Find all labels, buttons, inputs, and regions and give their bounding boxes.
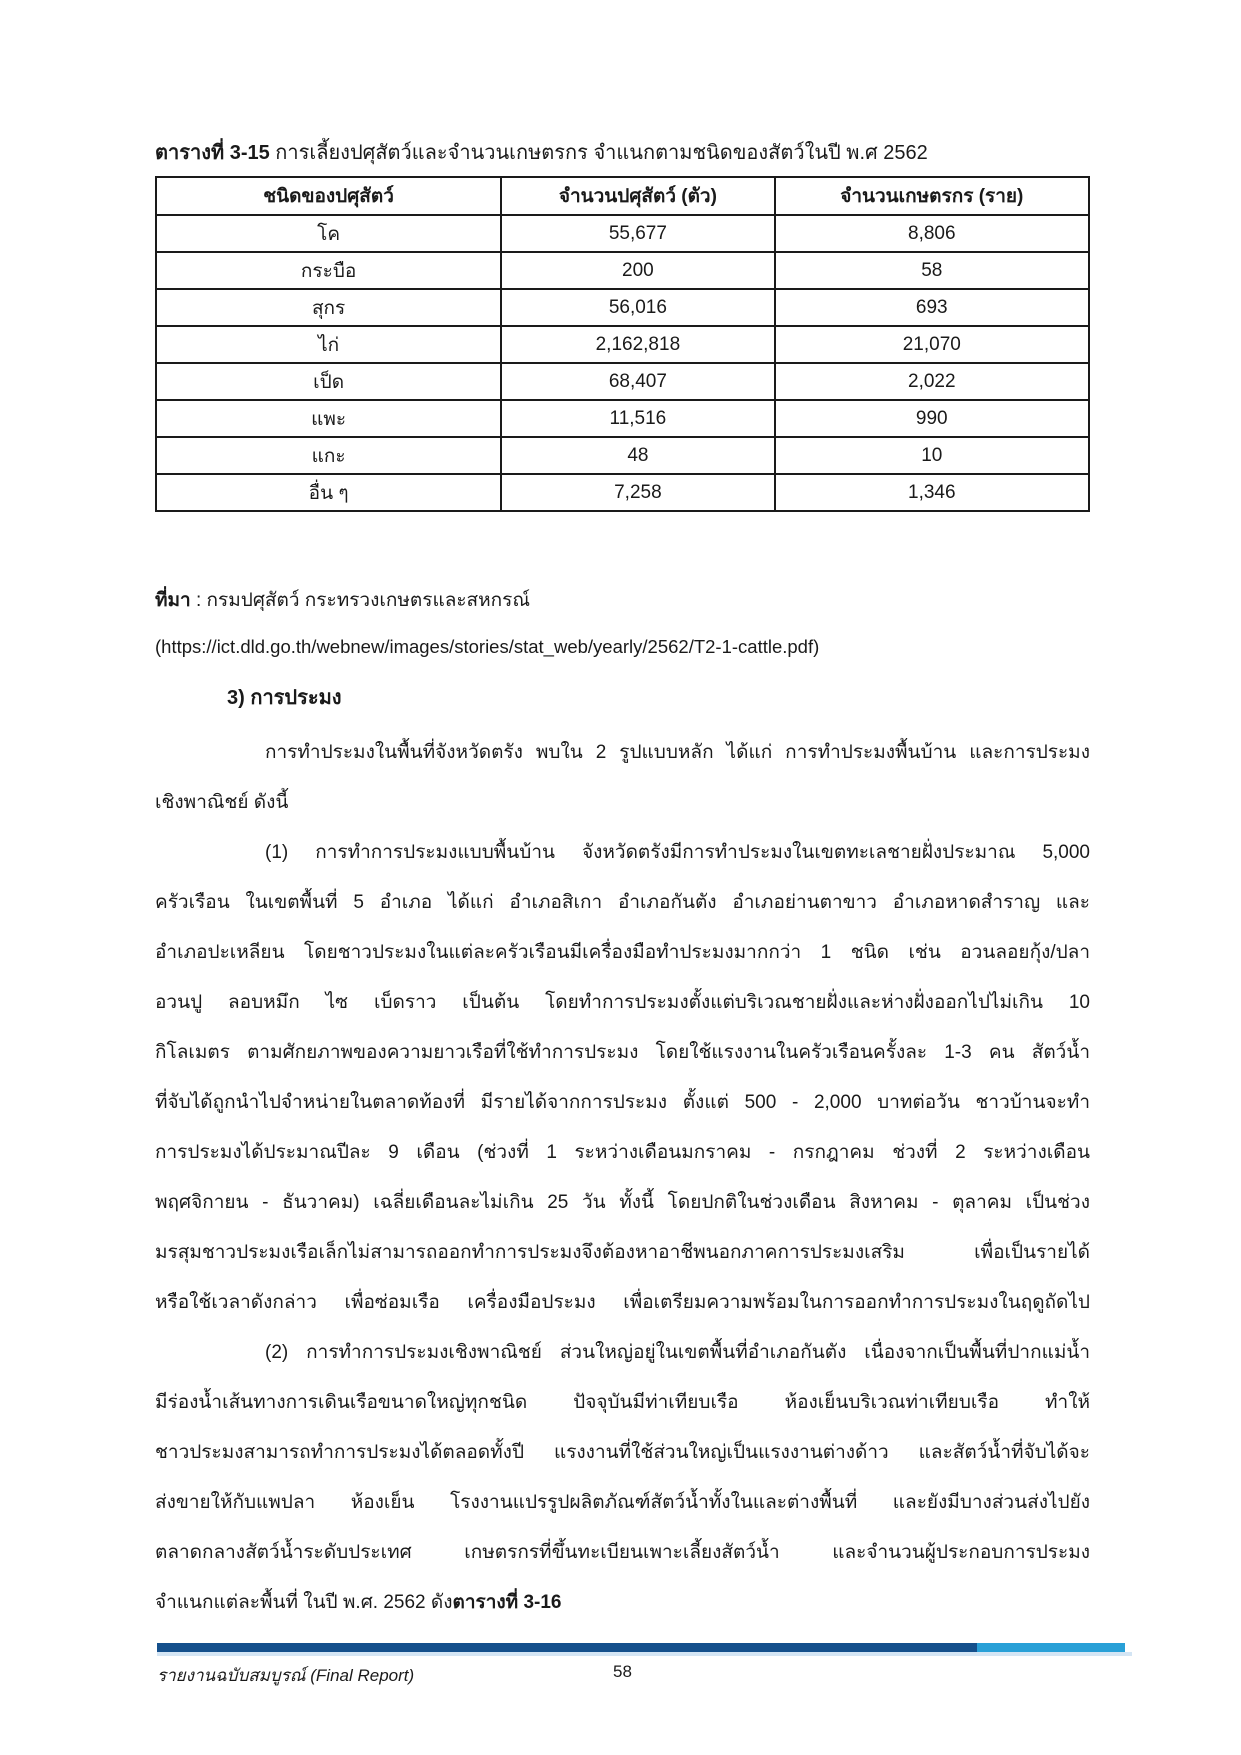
body-line: ส่งขายให้กับแพปลา ห้องเย็น โรงงานแปรรูปผลิตภัณฑ์สัตว์น้ำทั้งในและต่างพื้นที่ และยังมีบางส่วนส่งไปยัง	[155, 1492, 1090, 1513]
body-line: มรสุมชาวประมงเรือเล็กไม่สามารถออกทำการประมงจึงต้องหาอาชีพนอกภาคการประมงเสริม เพื่อเป็นรายได้	[155, 1242, 1090, 1263]
body-line: กิโลเมตร ตามศักยภาพของความยาวเรือที่ใช้ทำการประมง โดยใช้แรงงานในครัวเรือนครั้งละ 1-3 คน สัตว์น้ำ	[155, 1042, 1090, 1063]
cell-farmer-count: 2,022	[775, 363, 1089, 400]
table-caption-number: ตารางที่ 3-15	[155, 142, 270, 164]
body-line: เชิงพาณิชย์ ดังนี้	[155, 792, 289, 813]
col-header-farmer-count: จำนวนเกษตรกร (ราย)	[775, 177, 1089, 215]
table-row	[156, 400, 1089, 437]
cell-animal-type: เป็ด	[156, 363, 501, 400]
body-line: ที่จับได้ถูกนำไปจำหน่ายในตลาดท้องที่ มีรายได้จากการประมง ตั้งแต่ 500 - 2,000 บาทต่อวัน ชาวบ้านจะทำ	[155, 1092, 1090, 1113]
footer-bar-light	[977, 1643, 1125, 1652]
cell-animal-type: สุกร	[156, 289, 501, 326]
source-citation	[155, 585, 1090, 615]
cell-farmer-count: 693	[775, 289, 1089, 326]
body-line: ครัวเรือน ในเขตพื้นที่ 5 อำเภอ ได้แก่ อำเภอสิเกา อำเภอกันตัง อำเภอย่านตาขาว อำเภอหาดสำราญ และ	[155, 892, 1090, 913]
body-line: (2) การทำการประมงเชิงพาณิชย์ ส่วนใหญ่อยู่ในเขตพื้นที่อำเภอกันตัง เนื่องจากเป็นพื้นที่ปากแม่น้ำ	[265, 1342, 1090, 1363]
cell-animal-type: แกะ	[156, 437, 501, 474]
cell-farmer-count: 8,806	[775, 215, 1089, 252]
cell-livestock-count: 56,016	[501, 289, 774, 326]
cell-livestock-count: 68,407	[501, 363, 774, 400]
table-row	[156, 363, 1089, 400]
cell-animal-type: แพะ	[156, 400, 501, 437]
cell-animal-type: อื่น ๆ	[156, 474, 501, 511]
livestock-table	[155, 176, 1090, 512]
body-line: การทำประมงในพื้นที่จังหวัดตรัง พบใน 2 รูปแบบหลัก ได้แก่ การทำประมงพื้นบ้าน และการประมง	[265, 742, 1090, 763]
cell-farmer-count: 21,070	[775, 326, 1089, 363]
table-caption	[155, 136, 1115, 168]
body-line: อวนปู ลอบหมึก ไซ เบ็ดราว เป็นต้น โดยทำการประมงตั้งแต่บริเวณชายฝั่งและห่างฝั่งออกไปไม่เกิน 10	[155, 992, 1090, 1013]
body-last-line-text: จำแนกแต่ละพื้นที่ ในปี พ.ศ. 2562 ดัง	[155, 1592, 453, 1613]
cell-farmer-count: 990	[775, 400, 1089, 437]
body-line: ชาวประมงสามารถทำการประมงได้ตลอดทั้งปี แรงงานที่ใช้ส่วนใหญ่เป็นแรงงานต่างด้าว และสัตว์น้ำที่จับได้จะ	[155, 1442, 1090, 1463]
cell-animal-type: กระบือ	[156, 252, 501, 289]
col-header-animal-type: ชนิดของปศุสัตว์	[156, 177, 501, 215]
cell-livestock-count: 7,258	[501, 474, 774, 511]
section-heading-fisheries: 3) การประมง	[227, 687, 342, 709]
table-header-row	[156, 177, 1089, 215]
table-row	[156, 215, 1089, 252]
table-row	[156, 252, 1089, 289]
body-line: หรือใช้เวลาดังกล่าว เพื่อซ่อมเรือ เครื่องมือประมง เพื่อเตรียมความพร้อมในการออกทำการประมงในฤดูถัดไป	[155, 1292, 1090, 1313]
cell-farmer-count: 58	[775, 252, 1089, 289]
cell-farmer-count: 10	[775, 437, 1089, 474]
cell-livestock-count: 11,516	[501, 400, 774, 437]
body-line: มีร่องน้ำเส้นทางการเดินเรือขนาดใหญ่ทุกชนิด ปัจจุบันมีท่าเทียบเรือ ห้องเย็นบริเวณท่าเทียบเรือ ทำให้	[155, 1392, 1090, 1413]
table-caption-text: การเลี้ยงปศุสัตว์และจำนวนเกษตรกร จำแนกตามชนิดของสัตว์ในปี พ.ศ 2562	[269, 142, 928, 164]
cell-farmer-count: 1,346	[775, 474, 1089, 511]
body-line: พฤศจิกายน - ธันวาคม) เฉลี่ยเดือนละไม่เกิน 25 วัน ทั้งนี้ โดยปกติในช่วงเดือน สิงหาคม - ตุลาคม เป็นช่วง	[155, 1192, 1090, 1213]
body-paragraphs	[155, 728, 1090, 1628]
footer-report-title: รายงานฉบับสมบูรณ์ (Final Report)	[157, 1666, 415, 1685]
source-label: ที่มา	[155, 590, 191, 611]
table-reference: ตารางที่ 3-16	[452, 1592, 562, 1613]
body-line: การประมงได้ประมาณปีละ 9 เดือน (ช่วงที่ 1 ระหว่างเดือนมกราคม - กรกฎาคม ช่วงที่ 2 ระหว่างเดือน	[155, 1142, 1090, 1163]
source-text: : กรมปศุสัตว์ กระทรวงเกษตรและสหกรณ์	[190, 590, 531, 611]
footer-page-number: 58	[613, 1662, 632, 1681]
cell-livestock-count: 48	[501, 437, 774, 474]
body-line	[155, 1578, 1090, 1628]
table-row	[156, 289, 1089, 326]
col-header-livestock-count: จำนวนปศุสัตว์ (ตัว)	[501, 177, 774, 215]
cell-livestock-count: 2,162,818	[501, 326, 774, 363]
body-line: อำเภอปะเหลียน โดยชาวประมงในแต่ละครัวเรือนมีเครื่องมือทำประมงมากกว่า 1 ชนิด เช่น อวนลอยกุ้ง/ปลา	[155, 942, 1090, 963]
table-row	[156, 326, 1089, 363]
cell-livestock-count: 55,677	[501, 215, 774, 252]
table-row	[156, 437, 1089, 474]
cell-animal-type: ไก่	[156, 326, 501, 363]
source-url: (https://ict.dld.go.th/webnew/images/stories/stat_web/yearly/2562/T2-1-cattle.pdf)	[155, 636, 820, 657]
footer-bar-dark	[157, 1643, 977, 1652]
table-row	[156, 474, 1089, 511]
body-line: ตลาดกลางสัตว์น้ำระดับประเทศ เกษตรกรที่ขึ้นทะเบียนเพาะเลี้ยงสัตว์น้ำ และจำนวนผู้ประกอบการประมง	[155, 1542, 1090, 1563]
cell-animal-type: โค	[156, 215, 501, 252]
footer-bar-underline	[157, 1652, 1132, 1656]
cell-livestock-count: 200	[501, 252, 774, 289]
body-line: (1) การทำการประมงแบบพื้นบ้าน จังหวัดตรังมีการทำประมงในเขตทะเลชายฝั่งประมาณ 5,000	[265, 842, 1090, 863]
